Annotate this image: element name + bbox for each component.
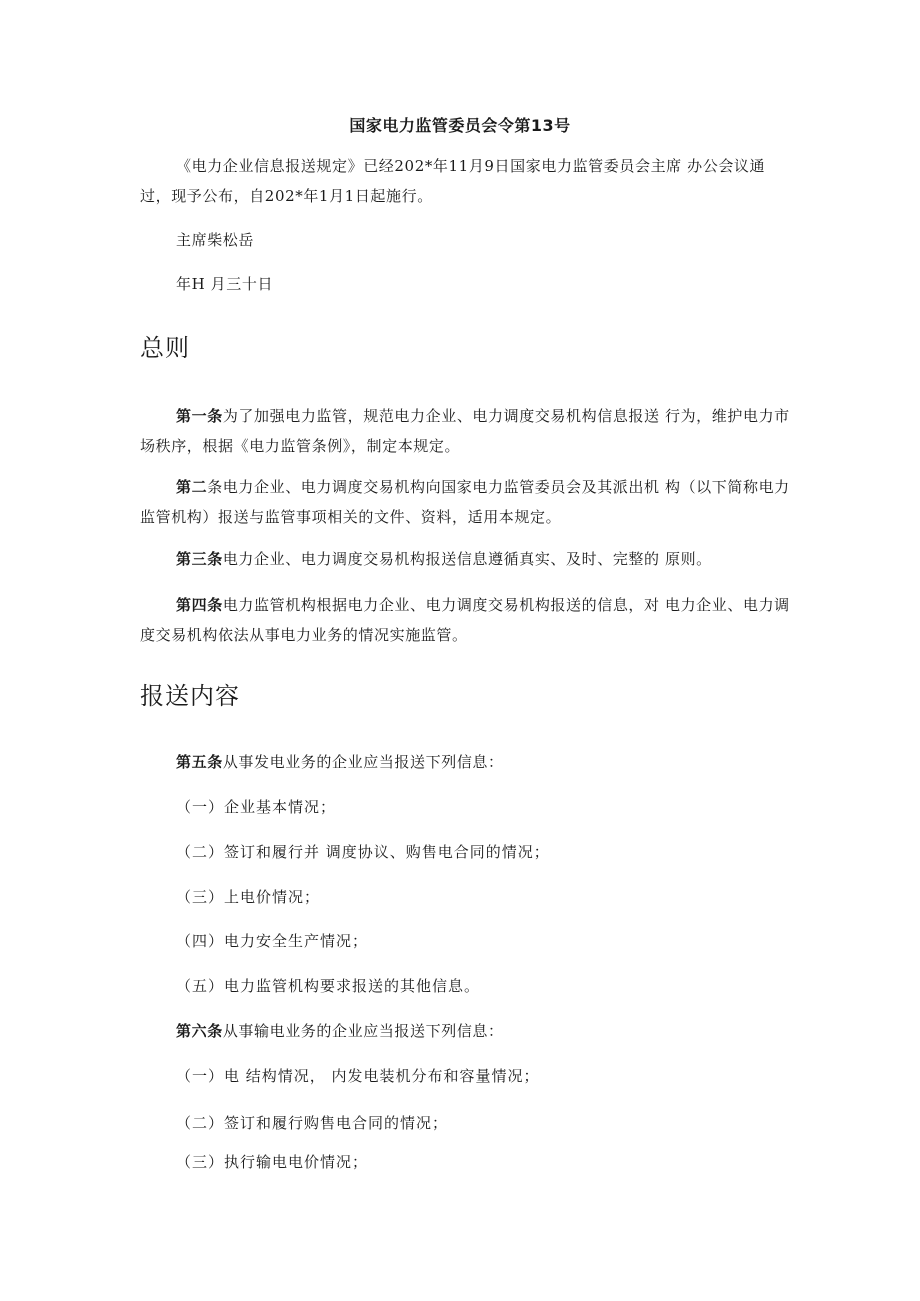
article-label: 第五条 [176, 753, 223, 771]
date-line: 年H 月三十日 [176, 275, 274, 293]
article-label: 第三条 [176, 550, 223, 568]
article-6 [176, 1020, 504, 1042]
intro-paragraph: 《电力企业信息报送规定》已经202*年11月9日国家电力监管委员会主席 办公会议通过，现予公布，自202*年1月1日起施行。 [140, 157, 766, 205]
article-text: 从事输电业务的企业应当报送下列信息： [222, 1022, 504, 1040]
article-label: 第二 [176, 478, 208, 496]
article-label: 第一条 [176, 407, 223, 425]
document-title: 国家电力监管委员会令第13号 [349, 116, 571, 135]
list-item: （一）电 结构情况， 内发电装机分布和容量情况； [176, 1067, 540, 1085]
article-text: 电力企业、电力调度交易机构报送信息遵循真实、及时、完整的 原则。 [222, 550, 712, 568]
list-item: （四）电力安全生产情况； [176, 932, 369, 950]
article-text: 电力监管机构根据电力企业、电力调度交易机构报送的信息，对 电力企业、电力调度交易机构依法从事电力业务的情况实施监管。 [140, 596, 790, 644]
list-item: （五）电力监管机构要求报送的其他信息。 [176, 977, 481, 995]
article-1 [140, 401, 790, 461]
article-text: 条电力企业、电力调度交易机构向国家电力监管委员会及其派出机 构（以下简称电力监管机构）报送与监管事项相关的文件、资料，适用本规定。 [140, 478, 790, 526]
article-text: 从事发电业务的企业应当报送下列信息： [222, 753, 504, 771]
list-item: （三）执行输电电价情况； [176, 1153, 369, 1171]
list-item: （二）签订和履行并 调度协议、购售电合同的情况； [176, 843, 550, 861]
article-4 [140, 590, 790, 650]
list-item: （二）签订和履行购售电合同的情况； [176, 1114, 449, 1132]
article-text: 为了加强电力监管，规范电力企业、电力调度交易机构信息报送 行为，维护电力市场秩序，根据《电力监管条例》，制定本规定。 [140, 407, 790, 455]
article-3 [140, 544, 790, 574]
list-item: （一）企业基本情况； [176, 798, 337, 816]
article-2 [140, 472, 790, 532]
section-heading-general: 总则 [140, 334, 190, 362]
list-item: （三）上电价情况； [176, 888, 321, 906]
section-heading-content: 报送内容 [140, 682, 240, 710]
article-label: 第六条 [176, 1022, 223, 1040]
article-label: 第四条 [176, 596, 223, 614]
article-5 [176, 751, 504, 773]
chairman-line: 主席柴松岳 [176, 231, 255, 249]
